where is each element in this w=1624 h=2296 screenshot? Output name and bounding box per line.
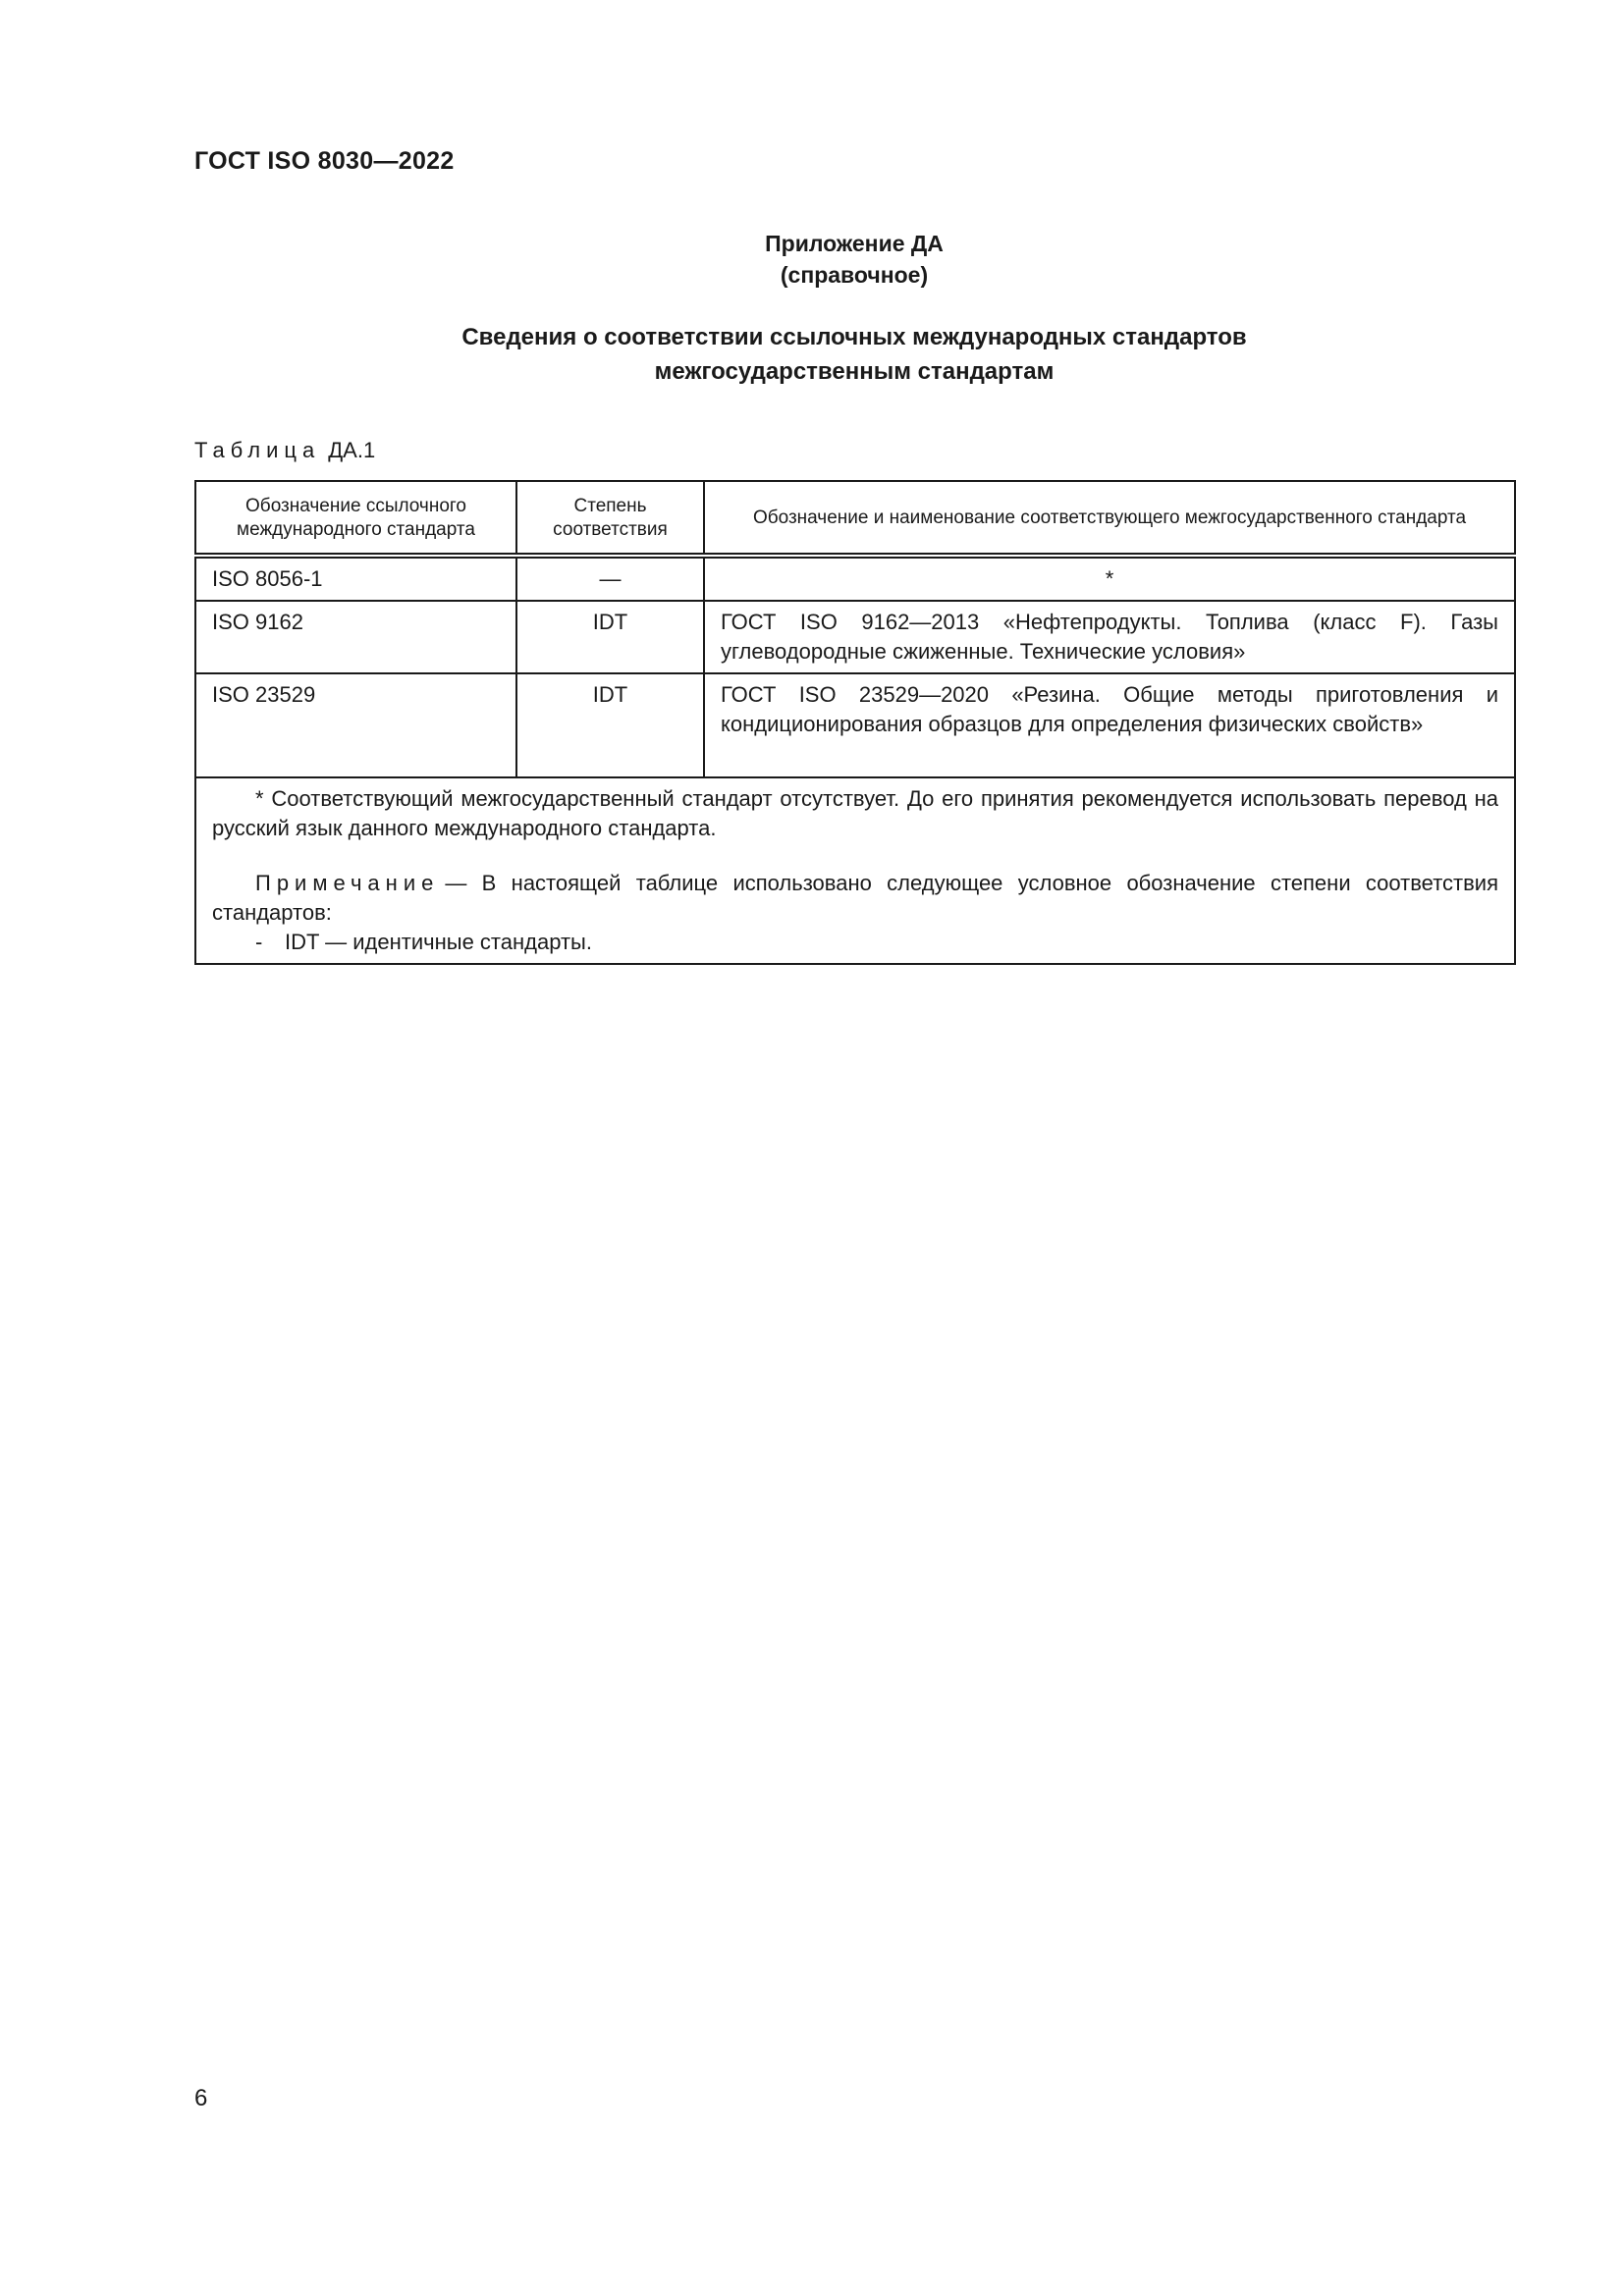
cell-degree: IDT (516, 673, 704, 777)
annex-title-line-1: Сведения о соответствии ссылочных международных стандартов (461, 324, 1247, 350)
cell-interstate-standard: ГОСТ ISO 23529—2020 «Резина. Общие методы приготовления и кондиционирования образцов для определения физических свойств» (704, 673, 1515, 777)
cell-standard: ISO 9162 (195, 601, 516, 673)
note-label: Примечание (255, 871, 440, 895)
note-item-text: IDT — идентичные стандарты. (285, 930, 592, 954)
header-interstate-standard: Обозначение и наименование соответствующего межгосударственного стандарта (704, 481, 1515, 556)
table-note (212, 869, 1498, 928)
page-number: 6 (194, 2085, 208, 2111)
document-code: ГОСТ ISO 8030—2022 (194, 147, 455, 175)
header-international-standard: Обозначение ссылочного международного стандарта (195, 481, 516, 556)
table-caption-number: ДА.1 (328, 438, 376, 462)
cell-standard: ISO 8056-1 (195, 556, 516, 601)
note-list-item (212, 928, 1498, 957)
table-row (195, 601, 1515, 673)
table-caption-word: Таблица (194, 438, 321, 462)
note-item-dash: - (255, 930, 263, 954)
cell-degree: IDT (516, 601, 704, 673)
header-degree: Степень соответствия (516, 481, 704, 556)
table-notes-row (195, 777, 1515, 964)
cell-standard: ISO 23529 (195, 673, 516, 777)
correspondence-table (194, 480, 1516, 965)
table-caption (194, 438, 375, 463)
annex-title-line-2: межгосударственным стандартам (654, 358, 1055, 385)
table-footnote: * Соответствующий межгосударственный стандарт отсутствует. До его принятия рекомендуется использовать перевод на русский язык данного международного стандарта. (212, 786, 1498, 840)
cell-interstate-standard: * (704, 556, 1515, 601)
table-header-row (195, 481, 1515, 556)
annex-label: Приложение ДА (765, 231, 944, 256)
cell-interstate-standard: ГОСТ ISO 9162—2013 «Нефтепродукты. Топлива (класс F). Газы углеводородные сжиженные. Технические условия» (704, 601, 1515, 673)
cell-degree: — (516, 556, 704, 601)
table-row (195, 673, 1515, 777)
note-text: — В настоящей таблице использовано следующее условное обозначение степени соответствия стандартов: (212, 871, 1498, 925)
annex-heading (194, 228, 1514, 291)
annex-type: (справочное) (780, 262, 929, 288)
table-row (195, 556, 1515, 601)
table-notes (195, 777, 1515, 964)
annex-title (194, 320, 1514, 389)
